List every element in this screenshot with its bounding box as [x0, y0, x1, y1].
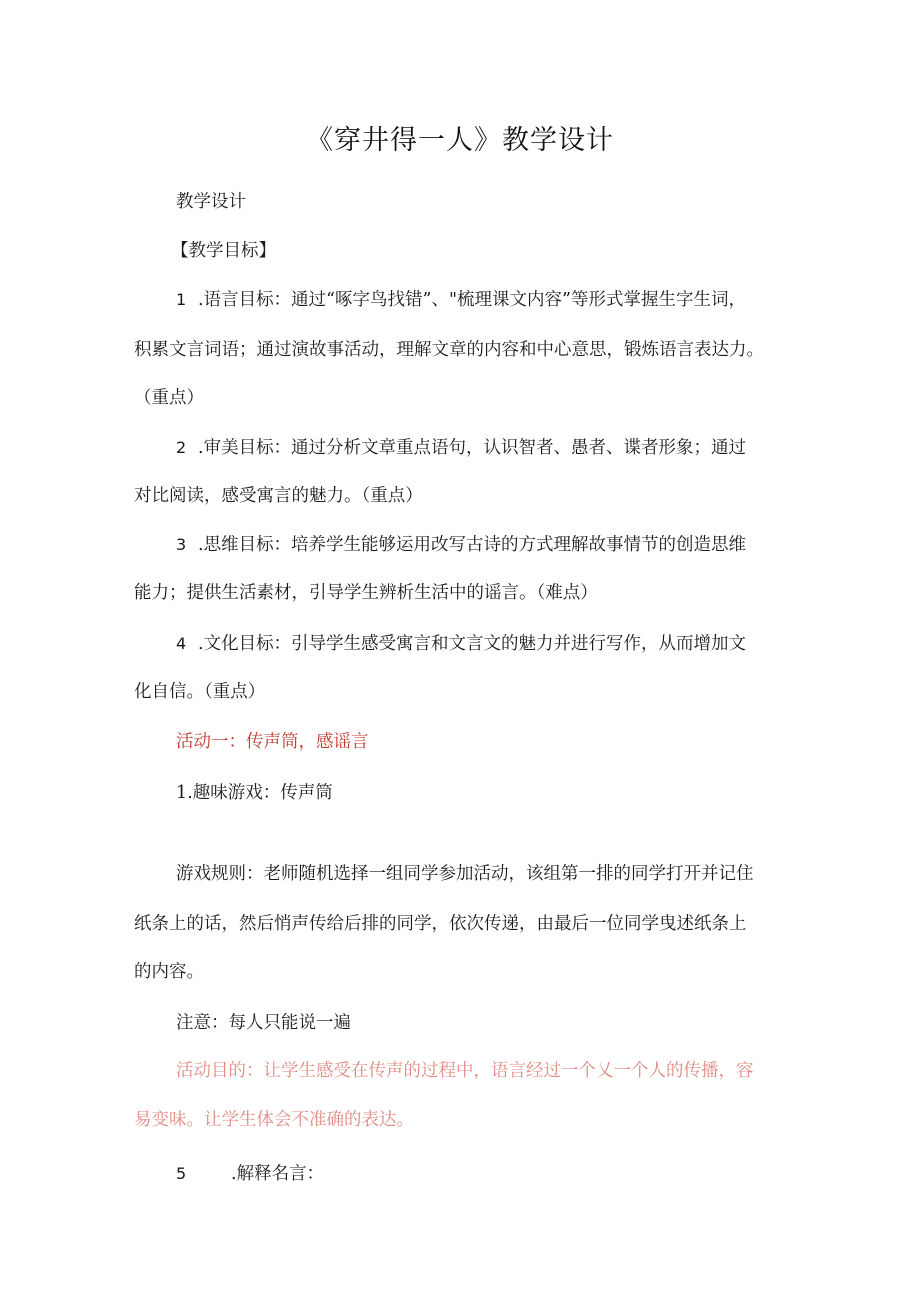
objective-1-line-2: 积累文言词语；通过演故事活动，理解文章的内容和中心意思，锻炼语言表达力。 [134, 340, 764, 360]
rules-line-3: 的内容。 [134, 962, 204, 982]
objective-4-line-1 [176, 630, 746, 655]
purpose-line-1: 活动目的：让学生感受在传声的过程中，语言经过一个乂一个人的传播，容 [176, 1061, 754, 1081]
objective-2-line-1 [176, 434, 746, 459]
objectives-heading: 【教学目标】 [171, 241, 276, 261]
activity-heading: 活动一：传声筒，感谣言 [176, 732, 369, 752]
objective-2-number: 2 [176, 438, 187, 457]
objective-4-line-2: 化自信。（重点） [134, 682, 266, 702]
item-5-number: 5 [176, 1164, 187, 1183]
game-title: 1.趣味游戏：传声筒 [176, 783, 333, 803]
purpose-line-2: 易变味。让学生体会不准确的表达。 [134, 1110, 414, 1130]
document-title: 《穿井得一人》教学设计 [306, 125, 614, 156]
item-5-line [176, 1160, 324, 1185]
objective-3-line-2: 能力；提供生活素材，引导学生辨析生活中的谣言。（难点） [134, 583, 598, 603]
objective-1-line-1 [176, 286, 746, 311]
rules-line-2: 纸条上的话，然后悄声传给后排的同学，依次传递，由最后一位同学曳述纸条上 [134, 914, 747, 934]
objective-2-line-2: 对比阅读，感受寓言的魅力。（重点） [134, 486, 423, 506]
objective-3-number: 3 [176, 535, 187, 554]
objective-1-line-3: （重点） [134, 388, 204, 408]
objective-1-text: .语言目标：通过“啄字鸟找错”、"梳理课文内容”等形式掌握生字生词， [198, 290, 746, 310]
objective-1-number: 1 [176, 290, 187, 309]
note-line: 注意：每人只能说一遍 [176, 1013, 351, 1033]
section-label: 教学设计 [176, 192, 246, 212]
objective-4-number: 4 [176, 634, 187, 653]
objective-4-text: .文化目标：引导学生感受寓言和文言文的魅力并进行写作，从而增加文 [198, 634, 747, 654]
objective-3-line-1 [176, 531, 746, 556]
rules-line-1: 游戏规则：老师随机选择一组同学参加活动，该组第一排的同学打开并记住 [176, 864, 754, 884]
objective-3-text: .思维目标：培养学生能够运用改写古诗的方式理解故事情节的创造思维 [198, 535, 747, 555]
item-5-text: .解释名言： [231, 1164, 325, 1184]
objective-2-text: .审美目标：通过分析文章重点语句，认识智者、愚者、谍者形象；通过 [198, 438, 747, 458]
